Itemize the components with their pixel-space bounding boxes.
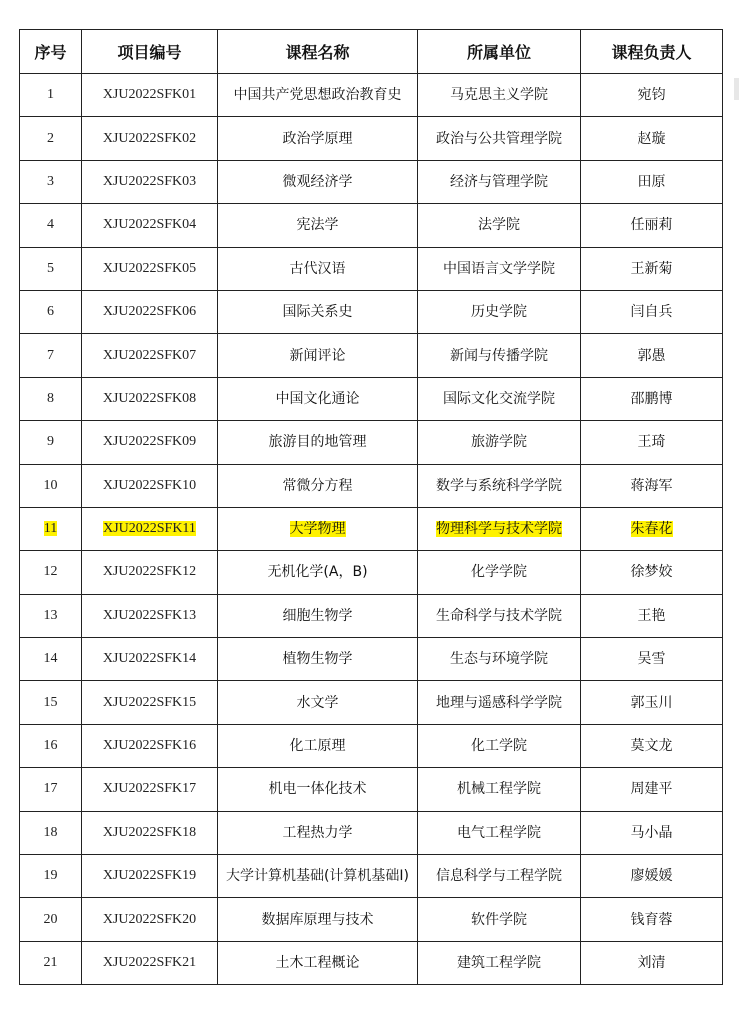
- cell-course-name-text: 无机化学(A，B): [267, 564, 368, 581]
- cell-course-name: [218, 941, 418, 984]
- cell-num-text: 19: [43, 868, 58, 884]
- cell-department-text: 马克思主义学院: [450, 87, 548, 104]
- table-row: [20, 768, 723, 811]
- cell-course-name: [218, 464, 418, 507]
- table-row: [20, 204, 723, 247]
- cell-code-text: XJU2022SFK21: [102, 955, 197, 970]
- cell-department: [418, 594, 581, 637]
- cell-department-text: 法学院: [478, 217, 520, 234]
- cell-course-lead-text: 郭愚: [637, 347, 666, 364]
- cell-department-text: 政治与公共管理学院: [436, 130, 562, 147]
- cell-course-name-text: 古代汉语: [289, 260, 346, 277]
- cell-department-text: 生命科学与技术学院: [436, 607, 562, 624]
- cell-department-text: 机械工程学院: [457, 781, 541, 798]
- cell-department: [418, 724, 581, 767]
- cell-code: [82, 464, 218, 507]
- cell-code-text: XJU2022SFK18: [102, 824, 197, 840]
- cell-code: [82, 204, 218, 247]
- cell-course-lead: [581, 160, 723, 203]
- cell-course-lead: [581, 204, 723, 247]
- cell-code: [82, 594, 218, 637]
- cell-department: [418, 768, 581, 811]
- cell-course-name: [218, 507, 418, 550]
- cell-num-text: 21: [43, 955, 58, 970]
- cell-code: [82, 941, 218, 984]
- cell-course-lead: [581, 811, 723, 854]
- cell-department: [418, 247, 581, 290]
- cell-course-lead-text: 任丽莉: [630, 217, 673, 234]
- header-name: 课程名称: [218, 30, 418, 74]
- cell-course-name: [218, 811, 418, 854]
- table-row: [20, 464, 723, 507]
- cell-department: [418, 204, 581, 247]
- cell-num: [20, 464, 82, 507]
- cell-num-text: 3: [47, 173, 54, 189]
- cell-course-lead: [581, 855, 723, 898]
- cell-num-text: 9: [47, 434, 54, 450]
- cell-code-text: XJU2022SFK20: [102, 911, 197, 927]
- cell-num: [20, 247, 82, 290]
- cell-course-name-text: 中国文化通论: [275, 390, 360, 407]
- table-row: [20, 377, 723, 420]
- cell-department: [418, 117, 581, 160]
- table-row: [20, 594, 723, 637]
- header-code: 项目编号: [82, 30, 218, 74]
- cell-department: [418, 941, 581, 984]
- cell-course-name: [218, 551, 418, 594]
- cell-code-text: XJU2022SFK01: [102, 87, 197, 103]
- cell-course-name-text: 机电一体化技术: [268, 781, 367, 798]
- cell-code: [82, 811, 218, 854]
- cell-num: [20, 421, 82, 464]
- cell-course-lead-text: 王新菊: [630, 260, 673, 277]
- cell-department: [418, 638, 581, 681]
- cell-num-text: 13: [43, 607, 58, 623]
- cell-course-name-text: 旅游目的地管理: [268, 434, 367, 451]
- cell-department: [418, 377, 581, 420]
- cell-course-lead: [581, 334, 723, 377]
- cell-course-name: [218, 74, 418, 117]
- cell-code-text: XJU2022SFK09: [102, 434, 197, 450]
- cell-num-text: 16: [43, 738, 58, 754]
- cell-course-lead-text: 郭玉川: [630, 694, 673, 711]
- cell-code: [82, 247, 218, 290]
- cell-department-text: 电气工程学院: [457, 824, 541, 841]
- cell-course-lead: [581, 74, 723, 117]
- table-row: [20, 898, 723, 941]
- cell-course-lead-text: 宛钧: [637, 87, 666, 104]
- cell-department-text: 地理与遥感科学学院: [436, 694, 562, 711]
- table-row: [20, 160, 723, 203]
- cell-department: [418, 855, 581, 898]
- table-body: [20, 74, 723, 985]
- cell-code: [82, 334, 218, 377]
- cell-num-text: 18: [43, 824, 58, 840]
- cell-course-name-text: 常微分方程: [282, 477, 353, 494]
- cell-course-name-text: 微观经济学: [282, 173, 353, 190]
- cell-department-text: 经济与管理学院: [450, 173, 548, 190]
- cell-code-text: XJU2022SFK02: [102, 130, 197, 146]
- cell-department-text: 物理科学与技术学院: [436, 521, 562, 538]
- cell-course-lead: [581, 724, 723, 767]
- cell-course-name-text: 新闻评论: [289, 347, 346, 364]
- cell-num: [20, 811, 82, 854]
- cell-code-text: XJU2022SFK12: [102, 564, 197, 580]
- cell-num-text: 1: [47, 87, 54, 103]
- cell-course-lead: [581, 290, 723, 333]
- table-row: [20, 247, 723, 290]
- cell-code-text: XJU2022SFK11: [103, 521, 196, 537]
- cell-num: [20, 117, 82, 160]
- cell-code: [82, 898, 218, 941]
- cell-code-text: XJU2022SFK07: [102, 347, 197, 363]
- cell-course-name: [218, 334, 418, 377]
- cell-course-name-text: 工程热力学: [282, 824, 353, 841]
- table-row: [20, 811, 723, 854]
- cell-course-lead-text: 朱春花: [630, 521, 673, 538]
- cell-course-lead-text: 廖媛媛: [630, 868, 673, 885]
- cell-num: [20, 507, 82, 550]
- table-row: [20, 421, 723, 464]
- cell-department-text: 生态与环境学院: [450, 651, 548, 668]
- cell-code-text: XJU2022SFK19: [102, 868, 197, 884]
- cell-code: [82, 290, 218, 333]
- cell-code-text: XJU2022SFK08: [102, 390, 197, 406]
- cell-code-text: XJU2022SFK17: [102, 781, 197, 797]
- header-lead: 课程负责人: [581, 30, 723, 74]
- cell-department: [418, 681, 581, 724]
- table-row: [20, 551, 723, 594]
- cell-course-name-text: 大学物理: [289, 521, 346, 538]
- cell-num-text: 5: [47, 260, 54, 276]
- cell-num-text: 17: [43, 781, 58, 797]
- cell-course-lead: [581, 638, 723, 681]
- cell-department-text: 历史学院: [471, 304, 527, 321]
- cell-num: [20, 290, 82, 333]
- cell-course-name-text: 国际关系史: [282, 304, 353, 321]
- cell-course-lead-text: 周建平: [630, 781, 673, 798]
- table-row: [20, 117, 723, 160]
- cell-course-name: [218, 594, 418, 637]
- table-row: [20, 334, 723, 377]
- cell-department-text: 中国语言文学学院: [443, 260, 555, 277]
- cell-course-name: [218, 377, 418, 420]
- cell-num: [20, 377, 82, 420]
- edge-mark: [734, 78, 739, 100]
- cell-num: [20, 898, 82, 941]
- cell-code: [82, 768, 218, 811]
- cell-num-text: 12: [43, 564, 58, 580]
- cell-course-lead: [581, 464, 723, 507]
- cell-course-lead-text: 赵璇: [637, 130, 666, 147]
- cell-course-lead-text: 田原: [637, 173, 666, 190]
- table-row: [20, 638, 723, 681]
- cell-num-text: 10: [43, 477, 58, 493]
- cell-num: [20, 204, 82, 247]
- cell-department-text: 旅游学院: [471, 434, 527, 451]
- table-row: [20, 290, 723, 333]
- cell-department: [418, 334, 581, 377]
- cell-course-name: [218, 117, 418, 160]
- cell-num: [20, 638, 82, 681]
- cell-course-name: [218, 290, 418, 333]
- cell-code-text: XJU2022SFK05: [102, 260, 197, 276]
- cell-course-lead-text: 王艳: [637, 607, 666, 624]
- cell-course-name: [218, 247, 418, 290]
- cell-code: [82, 638, 218, 681]
- cell-num: [20, 941, 82, 984]
- table-row: [20, 507, 723, 550]
- cell-course-name-text: 植物生物学: [282, 651, 353, 668]
- cell-course-name-text: 化工原理: [289, 738, 346, 755]
- cell-code: [82, 507, 218, 550]
- cell-department-text: 建筑工程学院: [457, 955, 541, 971]
- cell-num-text: 20: [43, 911, 58, 927]
- cell-course-lead-text: 闫自兵: [630, 304, 673, 321]
- cell-department: [418, 507, 581, 550]
- cell-course-lead: [581, 377, 723, 420]
- cell-department: [418, 160, 581, 203]
- cell-department: [418, 551, 581, 594]
- cell-course-name-text: 大学计算机基础(计算机基础Ⅰ): [225, 868, 410, 885]
- cell-code-text: XJU2022SFK14: [102, 651, 197, 667]
- cell-code: [82, 117, 218, 160]
- table-row: [20, 724, 723, 767]
- cell-num-text: 4: [47, 217, 54, 233]
- cell-department: [418, 811, 581, 854]
- cell-department-text: 化学学院: [471, 564, 527, 581]
- cell-department-text: 信息科学与工程学院: [436, 868, 562, 885]
- cell-course-lead-text: 蒋海军: [630, 477, 673, 494]
- course-table: [19, 29, 723, 985]
- cell-code-text: XJU2022SFK06: [102, 304, 197, 320]
- cell-course-lead: [581, 421, 723, 464]
- cell-num-text: 7: [47, 347, 54, 363]
- cell-course-lead-text: 徐梦姣: [630, 564, 673, 581]
- cell-code-text: XJU2022SFK03: [102, 173, 197, 189]
- cell-num: [20, 551, 82, 594]
- cell-code: [82, 74, 218, 117]
- cell-num-text: 15: [43, 694, 58, 710]
- cell-num: [20, 334, 82, 377]
- cell-code-text: XJU2022SFK15: [102, 694, 197, 710]
- cell-course-lead-text: 吴雪: [637, 651, 666, 668]
- cell-course-lead: [581, 247, 723, 290]
- cell-code: [82, 421, 218, 464]
- cell-department: [418, 74, 581, 117]
- cell-code: [82, 855, 218, 898]
- cell-num-text: 14: [43, 651, 58, 667]
- cell-course-name-text: 中国共产党思想政治教育史: [233, 87, 402, 104]
- cell-course-name: [218, 768, 418, 811]
- cell-course-lead: [581, 507, 723, 550]
- cell-course-name-text: 政治学原理: [282, 130, 353, 147]
- table-row: [20, 855, 723, 898]
- cell-num: [20, 74, 82, 117]
- cell-num-text: 8: [47, 390, 54, 406]
- cell-course-lead-text: 钱育蓉: [630, 911, 673, 928]
- cell-department: [418, 290, 581, 333]
- cell-course-name: [218, 898, 418, 941]
- cell-course-lead-text: 刘清: [637, 955, 666, 971]
- cell-course-name-text: 土木工程概论: [275, 955, 360, 971]
- cell-course-name: [218, 681, 418, 724]
- cell-num: [20, 855, 82, 898]
- cell-course-name: [218, 204, 418, 247]
- cell-course-lead: [581, 898, 723, 941]
- cell-department: [418, 898, 581, 941]
- cell-code-text: XJU2022SFK13: [102, 607, 197, 623]
- cell-num: [20, 160, 82, 203]
- cell-num: [20, 681, 82, 724]
- cell-department-text: 数学与系统科学学院: [436, 477, 562, 494]
- cell-course-name-text: 宪法学: [296, 217, 339, 234]
- cell-course-name: [218, 638, 418, 681]
- cell-num-text: 2: [47, 130, 54, 146]
- cell-num: [20, 768, 82, 811]
- cell-course-name: [218, 160, 418, 203]
- header-dept: 所属单位: [418, 30, 581, 74]
- cell-course-lead: [581, 594, 723, 637]
- cell-course-lead: [581, 941, 723, 984]
- cell-course-name: [218, 855, 418, 898]
- cell-department-text: 国际文化交流学院: [443, 390, 555, 407]
- cell-num-text: 11: [43, 521, 58, 537]
- cell-department-text: 化工学院: [471, 738, 527, 755]
- cell-code-text: XJU2022SFK10: [102, 477, 197, 493]
- table-row: [20, 74, 723, 117]
- cell-num: [20, 724, 82, 767]
- cell-code: [82, 160, 218, 203]
- cell-code: [82, 724, 218, 767]
- cell-course-name-text: 细胞生物学: [282, 607, 353, 624]
- cell-course-name-text: 水文学: [296, 694, 339, 711]
- table-row: [20, 941, 723, 984]
- cell-course-name-text: 数据库原理与技术: [261, 911, 374, 928]
- cell-course-lead: [581, 117, 723, 160]
- cell-course-name: [218, 421, 418, 464]
- cell-code: [82, 551, 218, 594]
- cell-code-text: XJU2022SFK16: [102, 738, 197, 754]
- cell-course-lead: [581, 551, 723, 594]
- cell-course-lead: [581, 681, 723, 724]
- cell-num: [20, 594, 82, 637]
- cell-department: [418, 464, 581, 507]
- header-num: 序号: [20, 30, 82, 74]
- cell-course-name: [218, 724, 418, 767]
- cell-num-text: 6: [47, 304, 54, 320]
- cell-course-lead-text: 莫文龙: [630, 738, 673, 755]
- cell-department: [418, 421, 581, 464]
- cell-code: [82, 377, 218, 420]
- cell-code: [82, 681, 218, 724]
- header-row: [20, 30, 723, 74]
- cell-course-lead-text: 王琦: [637, 434, 666, 451]
- table-row: [20, 681, 723, 724]
- cell-course-lead-text: 邵鹏博: [630, 390, 673, 407]
- cell-course-lead: [581, 768, 723, 811]
- cell-course-lead-text: 马小晶: [630, 824, 673, 841]
- cell-department-text: 新闻与传播学院: [450, 347, 548, 364]
- cell-department-text: 软件学院: [471, 911, 527, 928]
- cell-code-text: XJU2022SFK04: [102, 217, 197, 233]
